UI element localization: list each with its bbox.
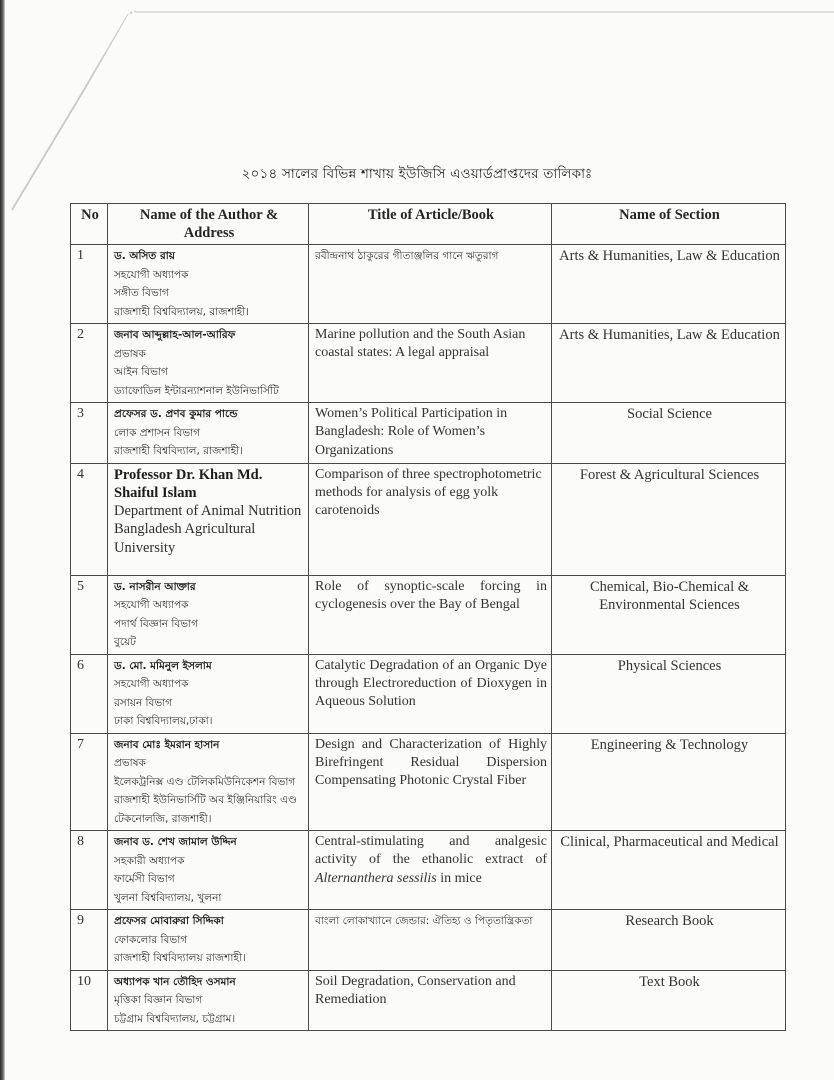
table-row — [71, 831, 786, 910]
row-number: 9 — [71, 910, 108, 971]
table-row — [71, 575, 786, 654]
author-address-line: Department of Animal Nutrition — [114, 503, 302, 520]
author-name: প্রফেসর ড. প্রণব কুমার পান্ডে — [114, 408, 238, 420]
author-name: Professor Dr. Khan Md. Shaiful Islam — [114, 466, 263, 501]
row-number: 5 — [71, 575, 108, 654]
awards-table — [70, 203, 786, 1031]
author-address-line: প্রভাষক — [114, 757, 146, 769]
article-title-text: Central-stimulating and analgesic activity of the ethanolic extract of — [315, 834, 547, 868]
section-name: Arts & Humanities, Law & Education — [552, 245, 786, 324]
article-title — [309, 831, 552, 910]
section-name: Physical Sciences — [552, 654, 786, 733]
author-name: ড. অসিত রায় — [114, 250, 175, 262]
table-row — [71, 970, 786, 1031]
table-header-row — [71, 204, 786, 245]
article-title: Women’s Political Participation in Bangladesh: Role of Women’s Organizations — [309, 403, 552, 464]
header-section: Name of Section — [552, 204, 786, 245]
article-title: Comparison of three spectrophotometric methods for analysis of egg yolk carotenoids — [309, 463, 552, 575]
header-no: No — [71, 204, 108, 245]
article-title: Design and Characterization of Highly Birefringent Residual Dispersion Compensating Photonic Crystal Fiber — [309, 733, 552, 831]
table-row — [71, 324, 786, 403]
author-name: জনাব ড. শেখ জামাল উদ্দিন — [114, 836, 237, 848]
author-address-line: সহযোগী অধ্যাপক — [114, 599, 189, 611]
section-name: Research Book — [552, 910, 786, 971]
author-address-line: খুলনা বিশ্ববিদ্যালয়, খুলনা — [114, 891, 222, 904]
author-address-line: রাজশাহী বিশ্ববিদ্যালয়, রাজশাহী। — [114, 305, 250, 318]
article-title: বাংলা লোকাখ্যানে জেন্ডার: ঐতিহ্য ও পিতৃতান্ত্রিকতা — [309, 910, 552, 971]
scan-edge — [0, 0, 5, 1080]
species-name: Alternanthera sessilis — [315, 870, 437, 886]
row-number: 6 — [71, 654, 108, 733]
section-name: Forest & Agricultural Sciences — [552, 463, 786, 575]
author-address-line: ঢাকা বিশ্ববিদ্যালয়,ঢাকা। — [114, 715, 213, 727]
author-cell — [108, 245, 309, 324]
header-author: Name of the Author & Address — [108, 204, 309, 245]
author-address-line: রাজশাহী ইউনিভার্সিটি অব ইঞ্জিনিয়ারিং এণ্ড টেকনোলজি, রাজশাহী। — [114, 794, 297, 825]
header-title: Title of Article/Book — [309, 204, 552, 245]
author-cell — [108, 654, 309, 733]
row-number: 7 — [71, 733, 108, 831]
author-address-line: বুয়েট — [114, 636, 136, 648]
author-address-line: মৃত্তিকা বিজ্ঞান বিভাগ — [114, 994, 203, 1006]
section-name: Clinical, Pharmaceutical and Medical — [552, 831, 786, 910]
author-address-line: সঙ্গীত বিভাগ — [114, 287, 169, 299]
author-name: অধ্যাপক খান তৌহিদ ওসমান — [114, 975, 236, 988]
row-number: 2 — [71, 324, 108, 403]
author-address-line: সহকারী অধ্যাপক — [114, 854, 185, 867]
author-cell — [108, 324, 309, 403]
section-name: Arts & Humanities, Law & Education — [552, 324, 786, 403]
row-number: 4 — [71, 463, 108, 575]
row-number: 10 — [71, 970, 108, 1031]
table-row — [71, 245, 786, 324]
author-address-line: রাজশাহী বিশ্ববিদ্যালয় রাজশাহী। — [114, 952, 246, 964]
row-number: 8 — [71, 831, 108, 910]
author-address-line: আইন বিভাগ — [114, 366, 168, 378]
author-address-line: ড্যাফোডিল ইন্টারন্যাশনাল ইউনিভার্সিটি — [114, 384, 279, 397]
article-title: Marine pollution and the South Asian coastal states: A legal appraisal — [309, 324, 552, 403]
author-cell — [108, 403, 309, 464]
table-row — [71, 733, 786, 831]
row-number: 1 — [71, 245, 108, 324]
table-row — [71, 910, 786, 971]
table-row — [71, 654, 786, 733]
author-cell — [108, 733, 309, 831]
author-name: ড. মো. মমিনুল ইসলাম — [114, 659, 212, 672]
author-name: প্রফেসর মোবারুরা সিদ্দিকা — [114, 915, 224, 927]
article-title: Role of synoptic-scale forcing in cyclogenesis over the Bay of Bengal — [309, 575, 552, 654]
section-name: Engineering & Technology — [552, 733, 786, 831]
table-row — [71, 463, 786, 575]
article-title: Catalytic Degradation of an Organic Dye through Electroreduction of Dioxygen in Aqueous Solution — [309, 654, 552, 733]
article-title-suffix: in mice — [436, 870, 482, 886]
section-name: Chemical, Bio-Chemical & Environmental Sciences — [552, 575, 786, 654]
author-address-line: সহযোগী অধ্যাপক — [114, 678, 189, 690]
author-name: জনাব আব্দুল্লাহ-আল-আরিফ — [114, 329, 236, 341]
row-number: 3 — [71, 403, 108, 464]
author-address-line: চট্টগ্রাম বিশ্ববিদ্যালয়, চট্টগ্রাম। — [114, 1012, 236, 1025]
author-cell — [108, 831, 309, 910]
author-name: ড. নাসরীন আক্তার — [114, 580, 196, 593]
author-address-line: Bangladesh Agricultural University — [114, 521, 256, 556]
author-cell — [108, 575, 309, 654]
author-address-line: ইলেকট্রনিক্স এণ্ড টেলিকমিউনিকেশন বিভাগ — [114, 775, 296, 788]
section-name: Text Book — [552, 970, 786, 1031]
author-address-line: সহযোগী অধ্যাপক — [114, 268, 189, 281]
author-address-line: রাজশাহী বিশ্ববিদ্যাল, রাজশাহী। — [114, 445, 243, 457]
author-cell — [108, 910, 309, 971]
author-address-line: ফোকলোর বিভাগ — [114, 933, 188, 946]
author-address-line: লোক প্রশাসন বিভাগ — [114, 426, 201, 439]
table-row — [71, 403, 786, 464]
document-title: ২০১৪ সালের বিভিন্ন শাখায় ইউজিসি এওয়ার্ডপ্রাপ্তদের তালিকাঃ — [241, 166, 593, 182]
author-address-line: রসায়ন বিভাগ — [114, 696, 173, 709]
author-cell — [108, 463, 309, 575]
author-address-line: প্রভাষক — [114, 347, 146, 360]
section-name: Social Science — [552, 403, 786, 464]
author-name: জনাব মোঃ ইমরান হাসান — [114, 738, 220, 751]
article-title: Soil Degradation, Conservation and Remediation — [309, 970, 552, 1031]
author-cell — [108, 970, 309, 1031]
author-address-line: পদার্থ বিজ্ঞান বিভাগ — [114, 617, 198, 630]
article-title: রবীন্দ্রনাথ ঠাকুরের গীতাঞ্জলির গানে ঋতুরাগ — [309, 245, 552, 324]
author-address-line: ফার্মেসী বিভাগ — [114, 873, 175, 885]
